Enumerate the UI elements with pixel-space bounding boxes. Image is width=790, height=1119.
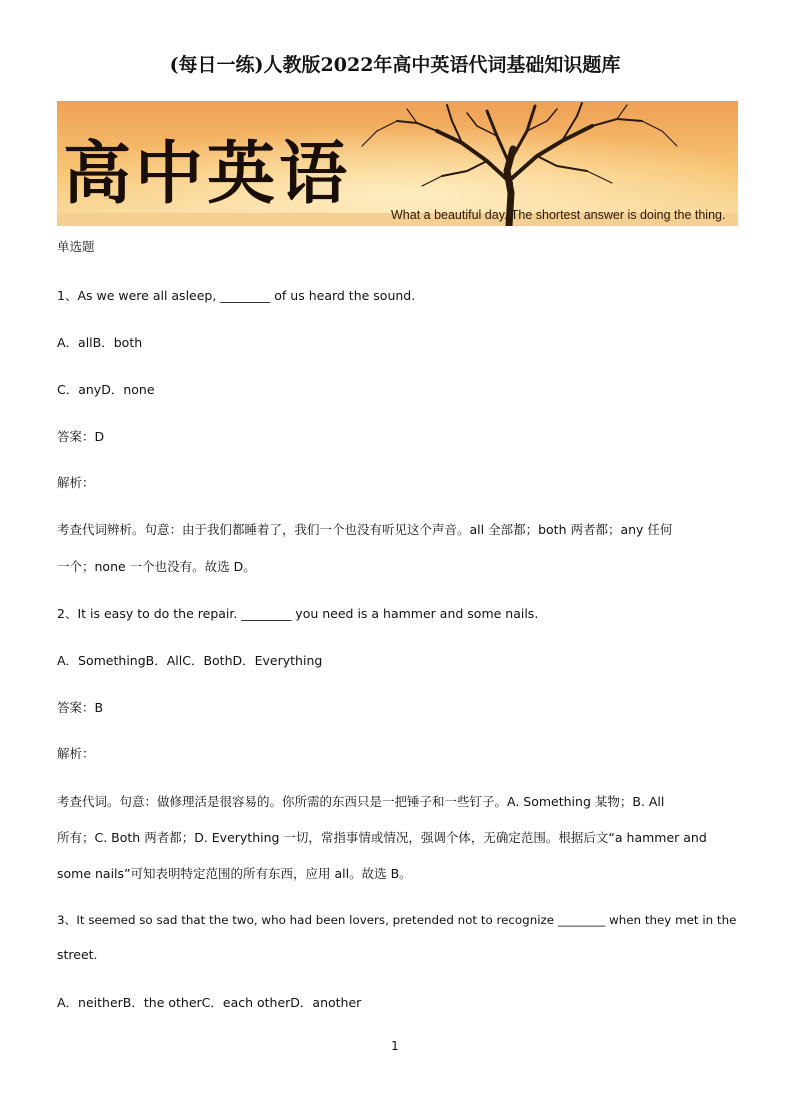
page-number: 1: [391, 1039, 399, 1053]
question-1-answer: 答案：D: [57, 429, 105, 444]
question-1-analysis-label: 解析：: [57, 475, 95, 490]
question-3-stem-line-2: street.: [57, 947, 98, 962]
banner-graphic: [57, 101, 738, 226]
question-1-stem: 1、As we were all asleep, ________ of us heard the sound.: [57, 288, 416, 303]
question-1-analysis-line-2: 一个；none 一个也没有。故选 D。: [57, 559, 256, 574]
question-1-analysis-line-1: 考查代词辨析。句意：由于我们都睡着了，我们一个也没有听见这个声音。all 全部都；both 两者都；any 任何: [57, 522, 673, 537]
question-2-analysis-line-3: some nails”可知表明特定范围的所有东西，应用 all。故选 B。: [57, 866, 412, 881]
question-1-options-cd: C．anyD．none: [57, 382, 155, 397]
document-title: (每日一练)人教版2022年高中英语代词基础知识题库: [169, 54, 621, 76]
question-1-options-ab: A．allB．both: [57, 335, 143, 350]
question-3-stem-line-1: 3、It seemed so sad that the two, who had been lovers, pretended not to recognize ________ when they met in the: [57, 913, 737, 927]
question-2-analysis-line-1: 考查代词。句意：做修理活是很容易的。你所需的东西只是一把锤子和一些钉子。A. Something 某物；B. All: [57, 794, 665, 809]
banner-heading: 高中英语: [63, 134, 352, 214]
question-2-stem: 2、It is easy to do the repair. ________ you need is a hammer and some nails.: [57, 606, 539, 621]
question-2-options: A．SomethingB．AllC．BothD．Everything: [57, 653, 323, 668]
question-2-analysis-line-2: 所有；C. Both 两者都；D. Everything 一切，常指事情或情况，强调个体，无确定范围。根据后文“a hammer and: [57, 830, 707, 845]
question-3-options: A．neitherB．the otherC．each otherD．another: [57, 995, 362, 1010]
section-heading: 单选题: [57, 239, 95, 254]
question-2-analysis-label: 解析：: [57, 746, 95, 761]
banner-slogan: What a beautiful day. The shortest answer is doing the thing.: [391, 208, 726, 222]
banner-image: [57, 101, 738, 226]
question-2-answer: 答案：B: [57, 700, 104, 715]
